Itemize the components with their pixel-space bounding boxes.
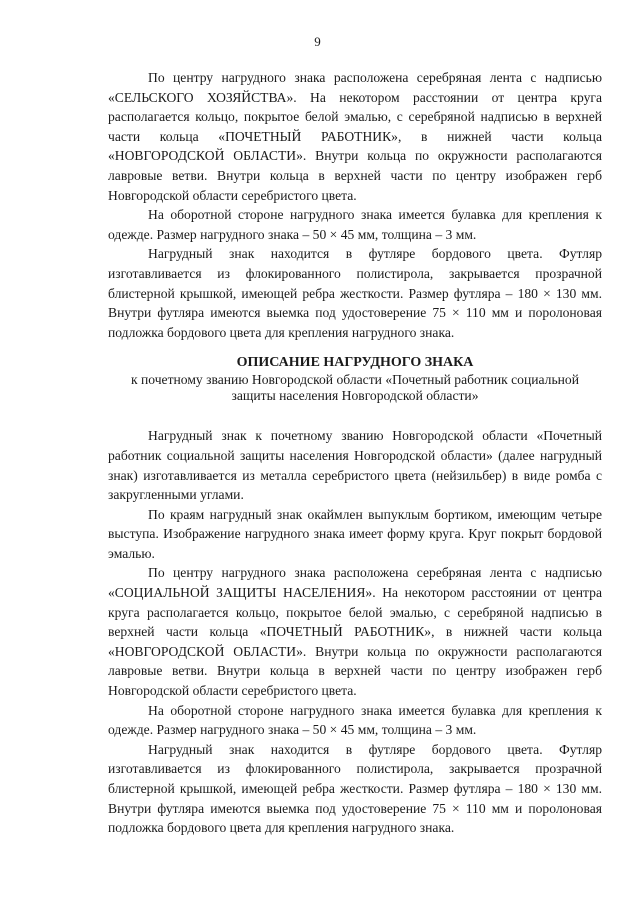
section-title: ОПИСАНИЕ НАГРУДНОГО ЗНАКА: [236, 355, 474, 371]
section-header: [108, 354, 602, 404]
paragraph-ribbon-inscription-2: По центру нагрудного знака расположена серебряная лента с надписью «СОЦИАЛЬНОЙ ЗАЩИТЫ НАСЕЛЕНИЯ». На некотором расстоянии от центра круга располагается кольцо, покрытое белой эмалью, с серебряной надписью в верхней части кольца «ПОЧЕТНЫЙ РАБОТНИК», в нижней части кольца «НОВГОРОДСКОЙ ОБЛАСТИ». Внутри кольца по окружности располагаются лавровые ветви. Внутри кольца в верхней части по центру изображен герб Новгородской области серебристого цвета.: [108, 565, 602, 699]
paragraph-pin-and-size: На оборотной стороне нагрудного знака имеется булавка для крепления к одежде. Размер нагрудного знака – 50 × 45 мм, толщина – 3 мм.: [108, 207, 602, 242]
paragraph-pin-and-size-2: На оборотной стороне нагрудного знака имеется булавка для крепления к одежде. Размер нагрудного знака – 50 × 45 мм, толщина – 3 мм.: [108, 702, 602, 738]
paragraph-ribbon-inscription: По центру нагрудного знака расположена серебряная лента с надписью «СЕЛЬСКОГО ХОЗЯЙСТВА». На некотором расстоянии от центра круга располагается кольцо, покрытое белой эмалью, с серебряной надписью в верхней части кольца «ПОЧЕТНЫЙ РАБОТНИК», в нижней части кольца «НОВГОРОДСКОЙ ОБЛАСТИ». Внутри кольца по окружности располагаются лавровые ветви. Внутри кольца в верхней части по центру изображен герб Новгородской области серебристого цвета.: [108, 70, 602, 203]
paragraph-badge-material: Нагрудный знак к почетному званию Новгородской области «Почетный работник социальной защиты населения Новгородской области» (далее нагрудный знак) изготавливается из металла серебристого цвета (нейзильбер) в виде ромба с закругленными углами.: [108, 428, 602, 503]
paragraph-badge-border: По краям нагрудный знак окаймлен выпуклым бортиком, имеющим четыре выступа. Изображение нагрудного знака имеет форму круга. Круг покрыт бордовой эмалью.: [108, 506, 602, 561]
paragraph-case: Нагрудный знак находится в футляре бордового цвета. Футляр изготавливается из флокированного полистирола, закрывается прозрачной блистерной крышкой, имеющей ребра жесткости. Размер футляра – 180 × 130 мм. Внутри футляра имеются выемка под удостоверение 75 × 110 мм и поролоновая подложка бордового цвета для крепления нагрудного знака.: [108, 246, 602, 340]
page-number: 9: [314, 34, 321, 49]
section-subtitle: к почетному званию Новгородской области «Почетный работник социальной защиты населения Новгородской области»: [130, 372, 579, 404]
document-body: [108, 68, 602, 838]
paragraph-case-2: Нагрудный знак находится в футляре бордового цвета. Футляр изготавливается из флокированного полистирола, закрывается прозрачной блистерной крышкой, имеющей ребра жесткости. Размер футляра – 180 × 130 мм. Внутри футляра имеются выемка под удостоверение 75 × 110 мм и поролоновая подложка бордового цвета для крепления нагрудного знака.: [108, 741, 602, 836]
